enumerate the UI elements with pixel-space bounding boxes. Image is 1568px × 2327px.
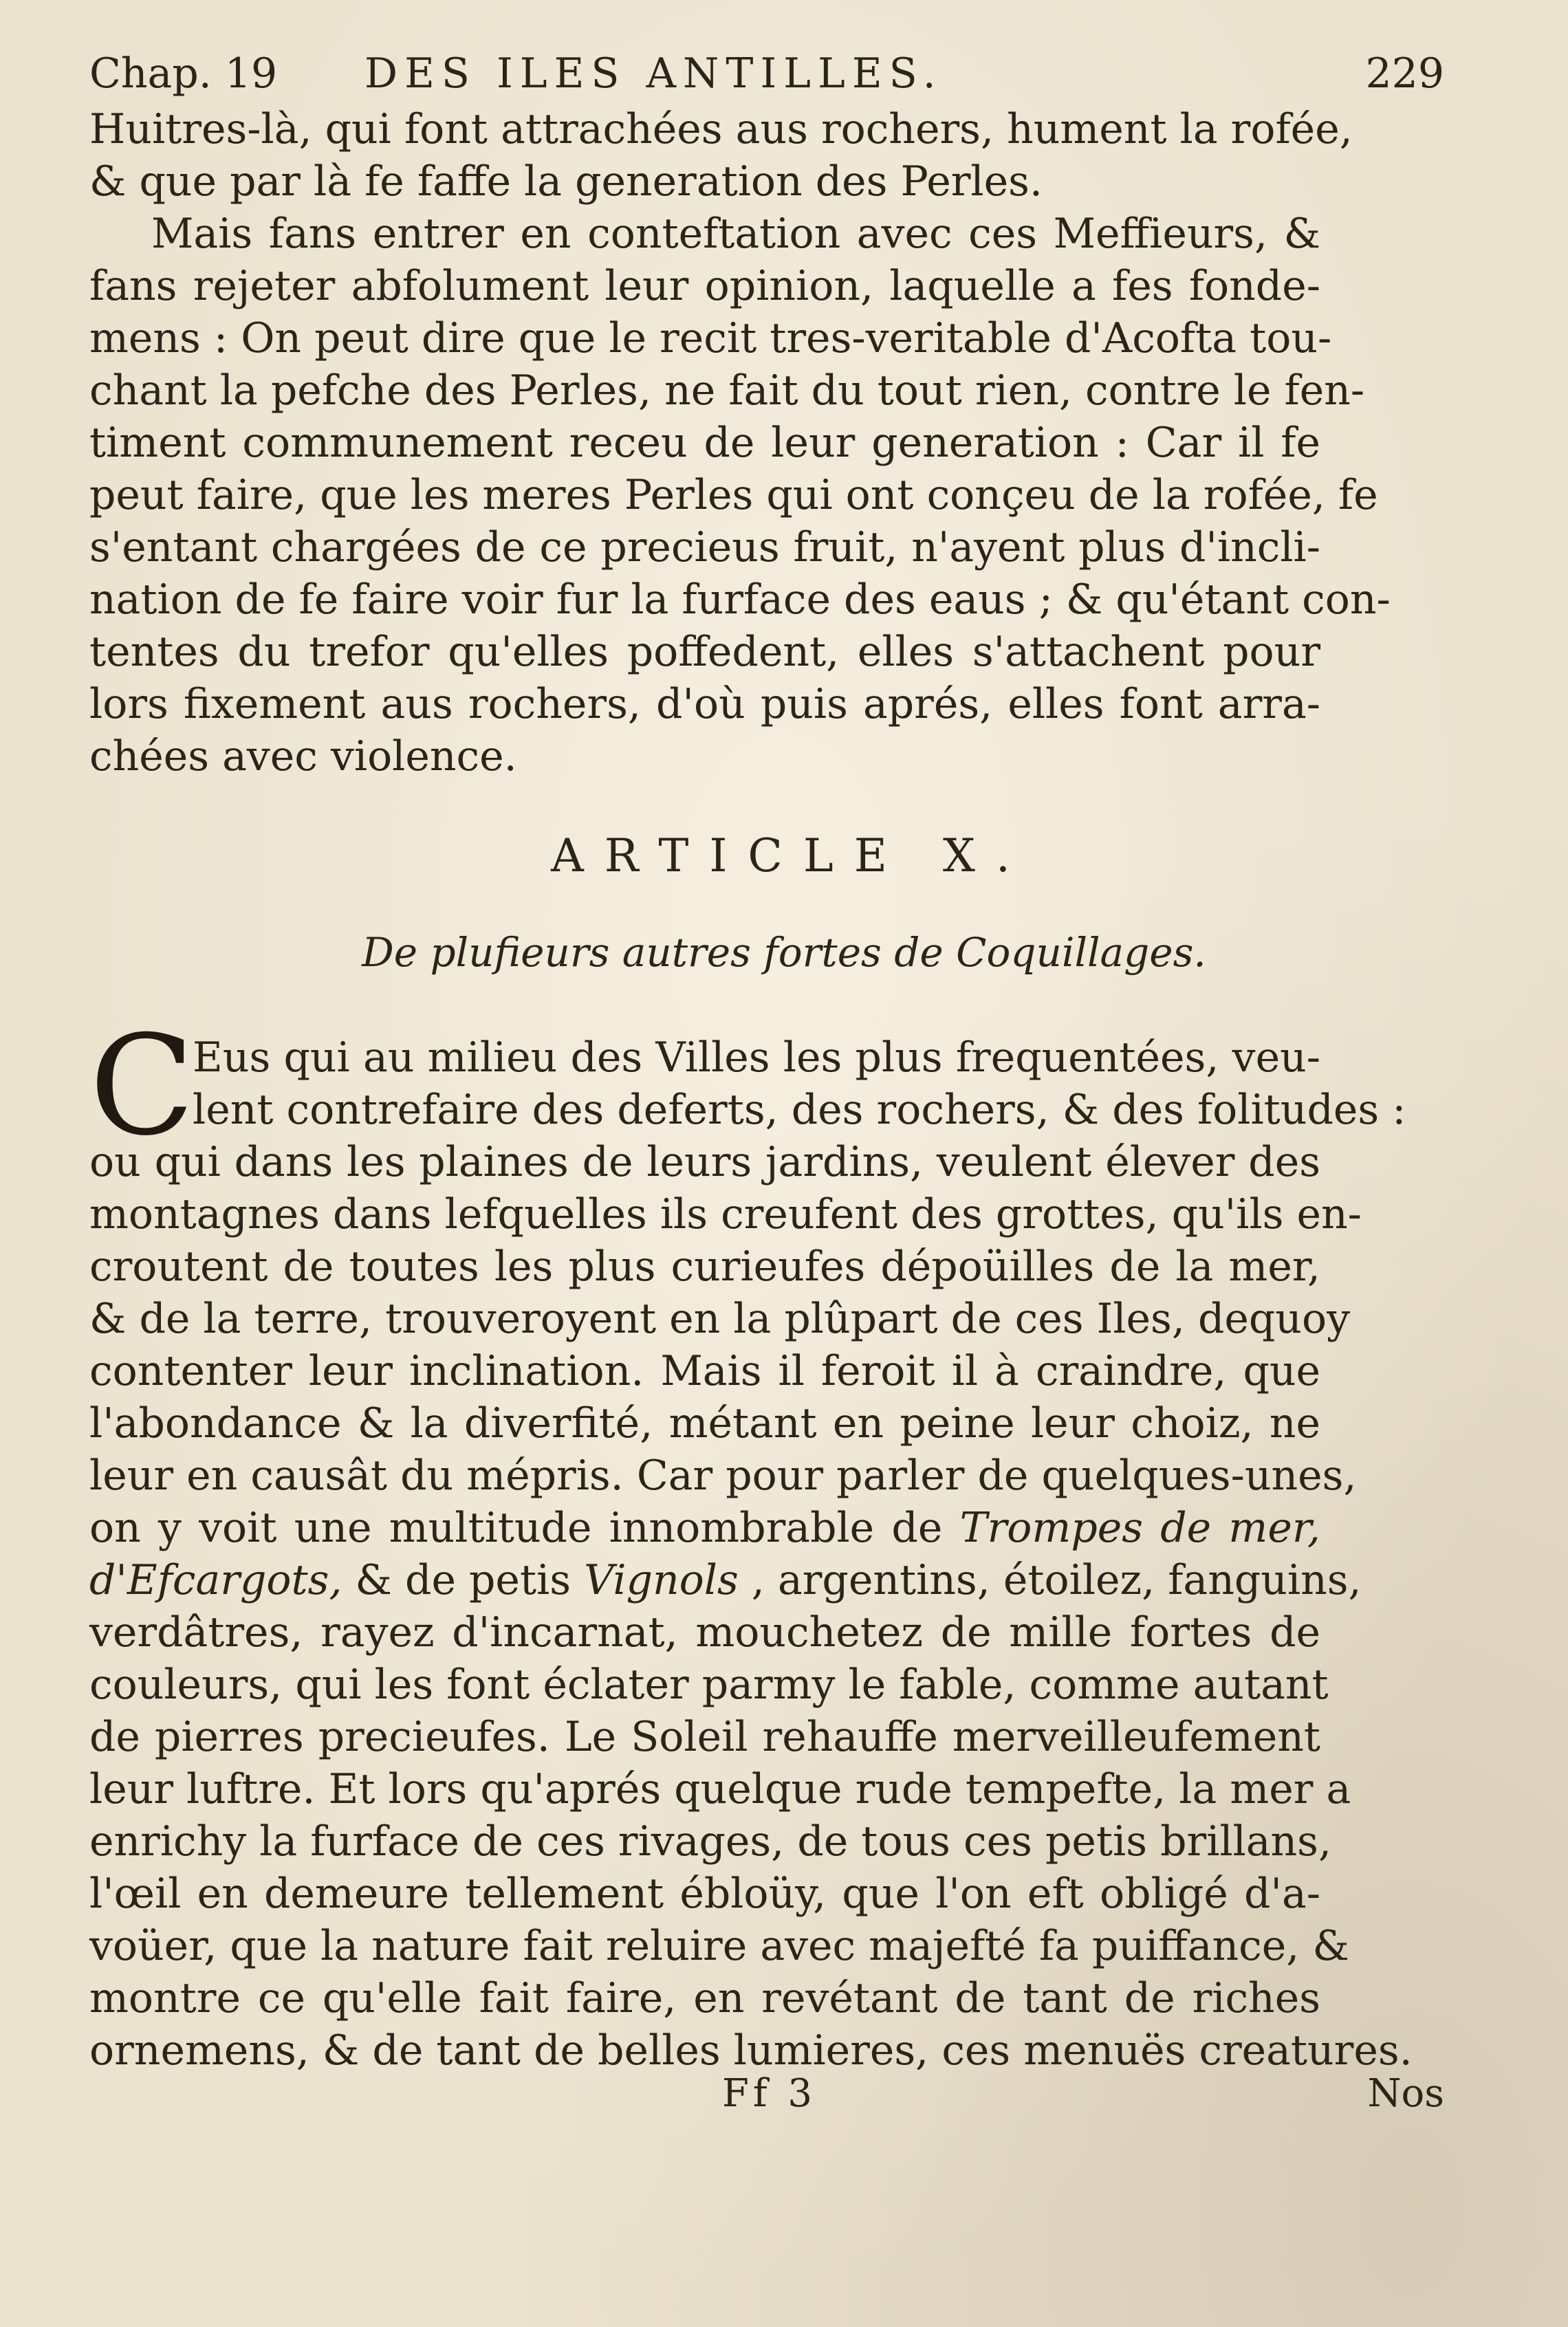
text-line: croutent de toutes les plus curieufes dépoüilles de la mer, <box>89 1243 1320 1291</box>
text-run: & de petis <box>342 1556 585 1604</box>
text-line: verdâtres, rayez d'incarnat, mouchetez de mille fortes de <box>89 1608 1320 1657</box>
paragraph-1 <box>89 103 1391 783</box>
page-number: 229 <box>1365 50 1444 98</box>
text-line: timent communement receu de leur generation : Car il fe <box>89 419 1320 467</box>
text-run: on y voit une multitude innombrable de <box>89 1504 960 1552</box>
text-line: peut faire, que les meres Perles qui ont conçeu de la rofée, fe <box>89 471 1378 519</box>
article-subtitle: De plufieurs autres fortes de Coquillages. <box>362 929 1206 976</box>
text-line: de pierres precieufes. Le Soleil rehauffe merveilleufement <box>89 1713 1320 1761</box>
italic-term: d'Efcargots, <box>89 1556 342 1604</box>
text-line: leur en causât du mépris. Car pour parler de quelques-unes, <box>89 1452 1357 1500</box>
text-line: l'abondance & la diverfité, métant en peine leur choiz, ne <box>89 1399 1320 1447</box>
drop-cap: C <box>89 1006 195 1166</box>
text-line: s'entant chargées de ce precieus fruit, n'ayent plus d'incli- <box>89 523 1320 571</box>
italic-term: Trompes de mer, <box>959 1504 1320 1552</box>
text-line: contenter leur inclination. Mais il feroit il à craindre, que <box>89 1347 1320 1395</box>
text-line: nation de fe faire voir fur la furface des eaus ; & qu'étant con- <box>89 576 1391 624</box>
text-line: couleurs, qui les font éclater parmy le fable, comme autant <box>89 1661 1329 1709</box>
chapter-label: Chap. 19 <box>89 50 278 98</box>
text-line: Huitres-là, qui font attrachées aus rochers, hument la rofée, <box>89 105 1353 153</box>
text-line: leur luftre. Et lors qu'aprés quelque rude tempefte, la mer a <box>89 1765 1351 1813</box>
text-line: lent contrefaire des deferts, des rochers, & des folitudes : <box>193 1086 1406 1134</box>
text-line: enrichy la furface de ces rivages, de tous ces petis brillans, <box>89 1817 1332 1866</box>
italic-term: Vignols <box>584 1556 739 1604</box>
text-line: & de la terre, trouveroyent en la plûpart de ces Iles, dequoy <box>89 1295 1350 1343</box>
text-line: montre ce qu'elle fait faire, en revétant de tant de riches <box>89 1974 1320 2022</box>
text-line: ornemens, & de tant de belles lumieres, ces menuës creatures. <box>89 2026 1413 2075</box>
text-line: lors fixement aus rochers, d'où puis aprés, elles font arra- <box>89 680 1320 728</box>
text-line: tentes du trefor qu'elles poffedent, elles s'attachent pour <box>89 628 1320 676</box>
text-line: voüer, que la nature fait reluire avec majefté fa puiffance, & <box>89 1922 1349 1970</box>
signature-mark: Ff 3 <box>722 2071 817 2116</box>
article-heading: ARTICLE X. <box>551 829 1031 882</box>
text-line-with-italics <box>89 1554 1362 1606</box>
running-title: DES ILES ANTILLES. <box>364 50 943 98</box>
text-line: Eus qui au milieu des Villes les plus frequentées, veu- <box>193 1034 1320 1082</box>
text-line: Mais fans entrer en conteftation avec ces Meffieurs, & <box>151 210 1320 258</box>
text-line: & que par là fe faffe la generation des Perles. <box>89 157 1043 206</box>
text-line: chant la pefche des Perles, ne fait du tout rien, contre le fen- <box>89 367 1365 415</box>
catchword: Nos <box>1367 2071 1444 2116</box>
text-line: fans rejeter abfolument leur opinion, laquelle a fes fonde- <box>89 262 1320 310</box>
text-run: , argentins, étoilez, fanguins, <box>738 1556 1362 1604</box>
running-head <box>89 43 1444 105</box>
page-footer <box>89 2063 1444 2125</box>
text-line: chées avec violence. <box>89 732 517 780</box>
text-line-with-italics <box>89 1502 1320 1554</box>
text-line: mens : On peut dire que le recit tres-veritable d'Acofta tou- <box>89 314 1332 362</box>
text-line: ou qui dans les plaines de leurs jardins, veulent élever des <box>89 1138 1320 1186</box>
paragraph-2 <box>89 1006 1413 2077</box>
text-line: l'œil en demeure tellement ébloüy, que l'on eft obligé d'a- <box>89 1870 1320 1918</box>
text-line: montagnes dans lefquelles ils creufent des grottes, qu'ils en- <box>89 1190 1362 1238</box>
